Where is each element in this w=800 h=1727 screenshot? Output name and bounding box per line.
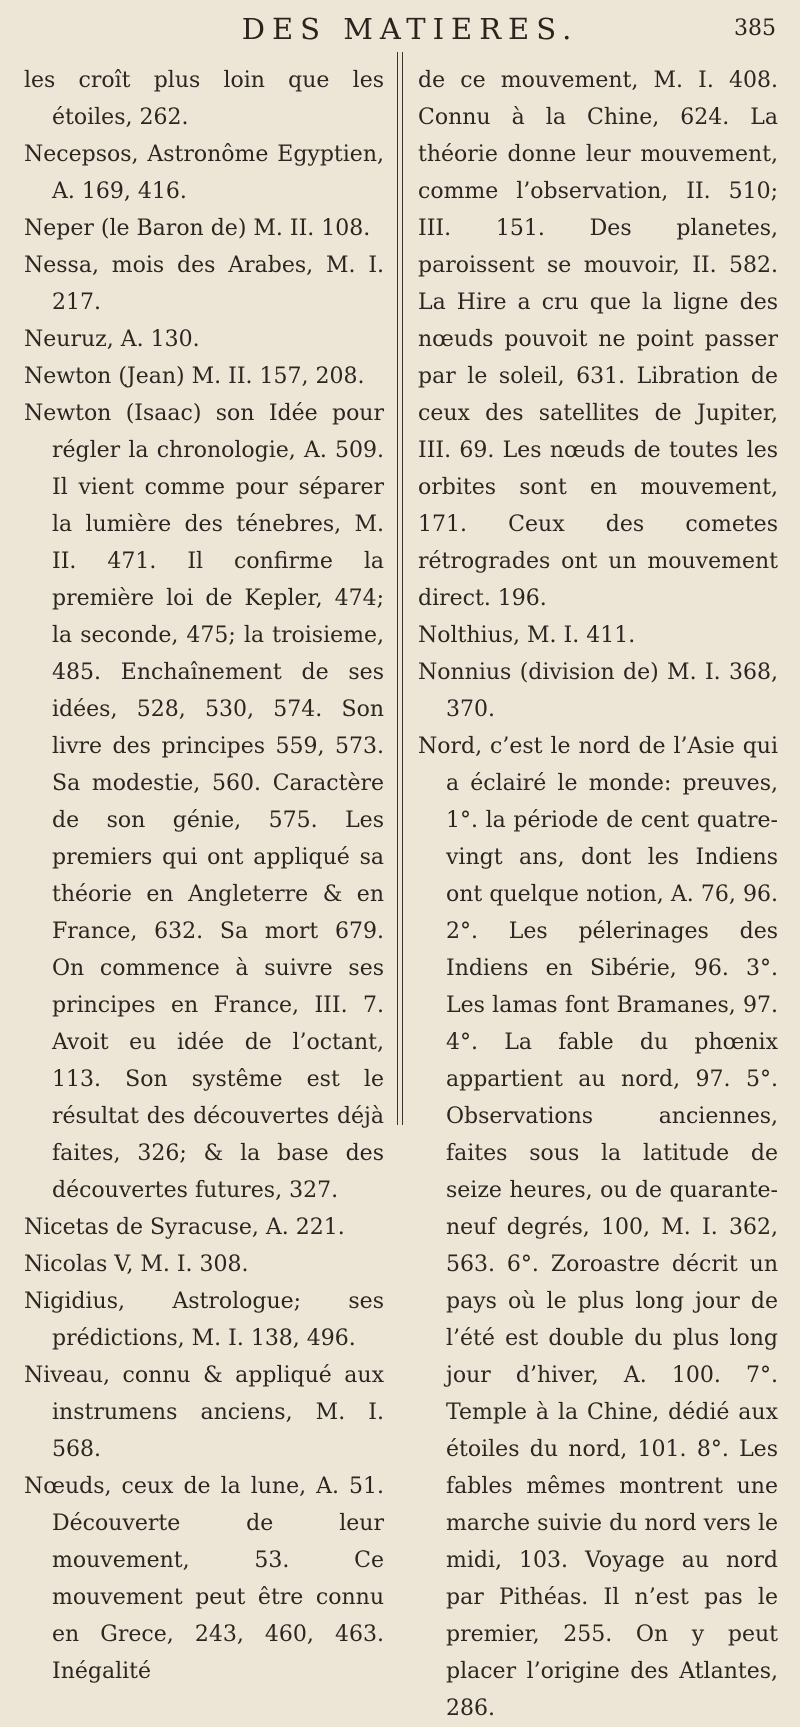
column-divider-left: [397, 52, 398, 1125]
index-entry: Nessa, mois des Arabes, M. I. 217.: [24, 253, 384, 315]
index-entry: Nord, c’est le nord de l’Asie qui a éclairé le monde: preuves, 1°. la période de cent quatre-vingt ans, dont les Indiens ont quelque notion, A. 76, 96. 2°. Les pélerinages des Indiens en Sibérie, 96. 3°. Les lamas font Bramanes, 97. 4°. La fable du phœnix appartient au nord, 97. 5°. Observations anciennes, faites sous la latitude de seize heures, ou de quarante-neuf degrés, 100, M. I. 362, 563. 6°. Zoroastre décrit un pays où le plus long jour de l’été est double du plus long jour d’hiver, A. 100. 7°. Temple à la Chine, dédié aux étoiles du nord, 101. 8°. Les fables mêmes montrent une marche suivie du nord vers le midi, 103. Voyage au nord par Pithéas. Il n’est pas le premier, 255. On y peut placer l’origine des Atlantes, 286.: [418, 734, 778, 1721]
running-title: DES MATIERES.: [241, 12, 579, 46]
index-entry: les croît plus loin que les étoiles, 262.: [24, 68, 384, 130]
index-entry: Niveau, connu & appliqué aux instrumens anciens, M. I. 568.: [24, 1363, 384, 1462]
index-entry: Newton (Isaac) son Idée pour régler la chronologie, A. 509. Il vient comme pour séparer la lumière des ténebres, M. II. 471. Il confirme la première loi de Kepler, 474; la seconde, 475; la troisieme, 485. Enchaînement de ses idées, 528, 530, 574. Son livre des principes 559, 573. Sa modestie, 560. Caractère de son génie, 575. Les premiers qui ont appliqué sa théorie en Angleterre & en France, 632. Sa mort 679. On commence à suivre ses principes en France, III. 7. Avoit eu idée de l’octant, 113. Son systême est le résultat des découvertes déjà faites, 326; & la base des découvertes futures, 327.: [24, 401, 384, 1203]
left-column: [24, 62, 384, 1690]
page-header: [0, 12, 800, 52]
column-divider-right: [402, 52, 403, 1125]
index-entry: Neuruz, A. 130.: [24, 327, 200, 352]
index-entry: Nicetas de Syracuse, A. 221.: [24, 1215, 345, 1240]
page-number: 385: [734, 16, 776, 41]
index-entry: Neper (le Baron de) M. II. 108.: [24, 216, 371, 241]
index-entry-continued: de ce mouvement, M. I. 408. Connu à la Chine, 624. La théorie donne leur mouvement, comme l’observation, II. 510; III. 151. Des planetes, paroissent se mouvoir, II. 582. La Hire a cru que la ligne des nœuds pouvoit ne point passer par le soleil, 631. Libration de ceux des satellites de Jupiter, III. 69. Les nœuds de toutes les orbites sont en mouvement, 171. Ceux des cometes rétrogrades ont un mouvement direct. 196.: [418, 68, 778, 611]
right-column: [418, 62, 778, 1727]
index-entry: Nolthius, M. I. 411.: [418, 623, 636, 648]
index-entry: Nigidius, Astrologue; ses prédictions, M. I. 138, 496.: [24, 1289, 384, 1351]
index-entry: Nicolas V, M. I. 308.: [24, 1252, 249, 1277]
index-entry: Nonnius (division de) M. I. 368, 370.: [418, 660, 778, 722]
index-entry: Nœuds, ceux de la lune, A. 51. Découverte de leur mouvement, 53. Ce mouvement peut être connu en Grece, 243, 460, 463. Inégalité: [24, 1474, 384, 1684]
index-entry: Necepsos, Astronôme Egyptien, A. 169, 416.: [24, 142, 384, 204]
index-entry: Newton (Jean) M. II. 157, 208.: [24, 364, 365, 389]
